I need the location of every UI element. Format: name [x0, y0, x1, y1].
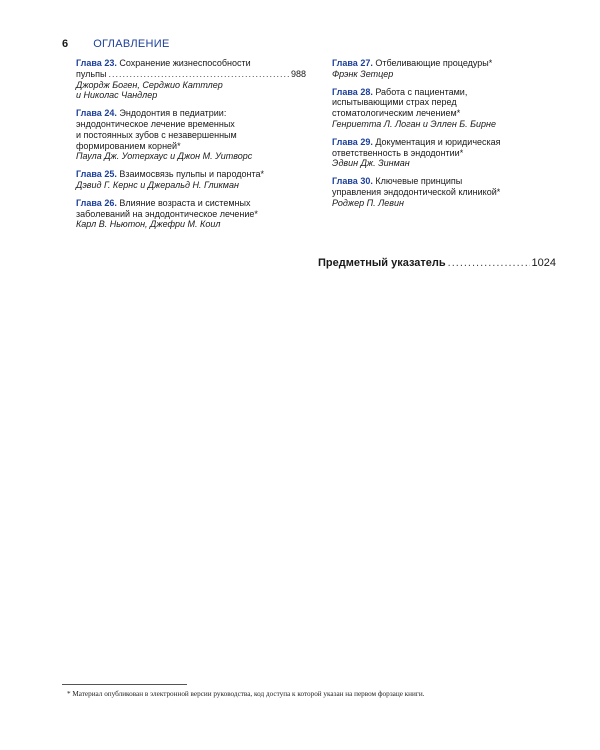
- chapter-authors: Дэвид Г. Кернс и Джеральд Н. Гликман: [76, 179, 239, 190]
- toc-entry[interactable]: [332, 137, 562, 169]
- chapter-title: Влияние возраста и системных: [119, 197, 251, 208]
- chapter-heading-line: [332, 87, 562, 98]
- dot-leader: [448, 257, 530, 269]
- chapter-label: Глава: [332, 58, 358, 68]
- chapter-title: Ключевые принципы: [375, 176, 463, 187]
- chapter-heading-line: [76, 198, 306, 209]
- chapter-heading-line: [332, 137, 562, 148]
- chapter-authors: Роджер П. Левин: [332, 197, 404, 208]
- toc-entry[interactable]: [76, 198, 306, 230]
- chapter-number: 29.: [360, 136, 373, 147]
- chapter-authors: и Николас Чандлер: [76, 90, 158, 101]
- chapter-title-continued: заболеваний на эндодонтическое лечение*: [76, 208, 258, 219]
- chapter-title: Документация и юридическая: [375, 136, 501, 147]
- chapter-title-continued: управления эндодонтической клиникой*: [332, 186, 501, 197]
- toc-entry[interactable]: [76, 58, 306, 101]
- chapter-label: Глава: [332, 176, 358, 187]
- subject-index-page: 1024: [531, 257, 556, 269]
- chapter-heading-line: [332, 58, 562, 69]
- toc-right-column: [332, 58, 562, 216]
- dot-leader: [108, 69, 289, 80]
- chapter-title-continued: эндодонтическое лечение временных: [76, 118, 235, 129]
- chapter-authors: Паула Дж. Уотерхаус и Джон М. Уитворс: [76, 151, 253, 162]
- chapter-number: 24.: [104, 108, 117, 119]
- chapter-title: Отбеливающие процедуры*: [375, 58, 493, 68]
- chapter-title: Сохранение жизнеспособности: [119, 58, 251, 68]
- footnote: * Материал опубликован в электронной версии руководства, код доступа к которой указан на первом форзаце книги.: [67, 690, 425, 698]
- chapter-heading-line: [332, 176, 562, 187]
- chapter-number: 27.: [360, 58, 373, 68]
- chapter-heading-line: [76, 108, 306, 119]
- chapter-authors: Фрэнк Зетцер: [332, 68, 394, 79]
- toc-entry[interactable]: [332, 176, 562, 208]
- chapter-authors: Эдвин Дж. Зинман: [332, 158, 410, 169]
- chapter-heading-line: [76, 169, 306, 180]
- running-header: [62, 37, 170, 51]
- chapter-title-continued: ответственность в эндодонтии*: [332, 147, 464, 158]
- chapter-label: Глава: [76, 169, 102, 180]
- chapter-label: Глава: [332, 136, 358, 147]
- chapter-title-leader-line: [76, 69, 306, 80]
- chapter-page: 988: [290, 68, 306, 79]
- chapter-title-end: пульпы: [76, 68, 107, 79]
- subject-index-label: Предметный указатель: [318, 257, 446, 269]
- toc-entry[interactable]: [332, 58, 562, 80]
- chapter-label: Глава: [76, 58, 102, 68]
- chapter-title: Эндодонтия в педиатрии:: [119, 108, 227, 119]
- toc-entry[interactable]: [332, 87, 562, 130]
- chapter-heading-line: [76, 58, 306, 69]
- subject-index-entry[interactable]: [318, 257, 556, 269]
- chapter-title-continued: испытывающими страх перед: [332, 97, 457, 108]
- chapter-authors: Генриетта Л. Логан и Эллен Б. Бирне: [332, 118, 496, 129]
- chapter-authors: Карл В. Ньютон, Джефри М. Коил: [76, 219, 221, 230]
- chapter-authors: Джордж Боген, Серджио Каттлер: [76, 79, 223, 90]
- chapter-title: Взаимосвязь пульпы и пародонта*: [119, 169, 265, 180]
- chapter-number: 30.: [360, 176, 373, 187]
- toc-entry[interactable]: [76, 108, 306, 162]
- chapter-label: Глава: [76, 197, 102, 208]
- chapter-number: 28.: [360, 86, 373, 97]
- toc-entry[interactable]: [76, 169, 306, 191]
- chapter-number: 25.: [104, 169, 117, 180]
- chapter-title-continued: и постоянных зубов с незавершенным: [76, 129, 237, 140]
- chapter-number: 23.: [104, 58, 117, 68]
- chapter-title: Работа с пациентами,: [375, 86, 468, 97]
- section-title: ОГЛАВЛЕНИЕ: [93, 38, 170, 50]
- toc-left-column: [76, 58, 306, 237]
- chapter-title-continued: стоматологическим лечением*: [332, 108, 461, 119]
- footnote-divider: [62, 684, 187, 685]
- chapter-title-continued: формированием корней*: [76, 140, 181, 151]
- page-number: 6: [62, 38, 69, 50]
- chapter-number: 26.: [104, 197, 117, 208]
- chapter-label: Глава: [332, 86, 358, 97]
- chapter-label: Глава: [76, 108, 102, 119]
